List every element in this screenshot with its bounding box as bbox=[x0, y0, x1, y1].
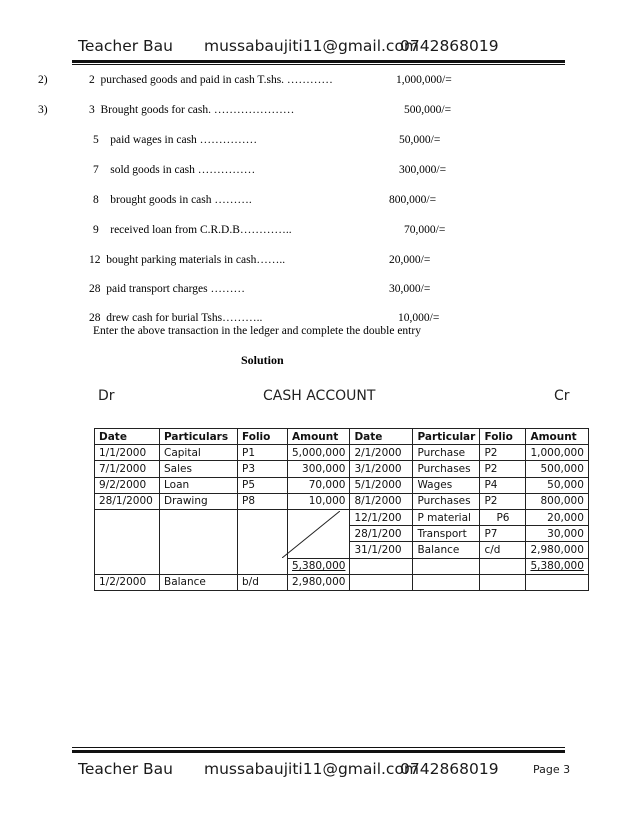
solution-heading: Solution bbox=[241, 353, 284, 367]
transaction-text: 8 brought goods in cash ………. bbox=[93, 194, 252, 206]
diagonal-line bbox=[282, 511, 340, 558]
transaction-amount: 500,000/= bbox=[404, 104, 452, 116]
column-header: Particular bbox=[413, 429, 480, 445]
cell: Sales bbox=[160, 461, 238, 477]
footer-email: mussabaujiti11@gmail.com bbox=[204, 760, 420, 778]
transaction-text: 12 bought parking materials in cash…….. bbox=[89, 254, 286, 266]
total-credit: 5,380,000 bbox=[526, 558, 588, 574]
transaction-text: 28 drew cash for burial Tshs……….. bbox=[89, 312, 263, 324]
transaction-text: 9 received loan from C.R.D.B………….. bbox=[93, 224, 292, 236]
cell: Transport bbox=[413, 526, 480, 542]
transaction-amount: 10,000/= bbox=[398, 312, 440, 324]
cell: 28/1/200 bbox=[350, 526, 413, 542]
cell: 28/1/2000 bbox=[95, 493, 160, 509]
cell: P6 bbox=[480, 509, 526, 525]
cell: P3 bbox=[238, 461, 288, 477]
cell: Purchases bbox=[413, 461, 480, 477]
account-title: CASH ACCOUNT bbox=[263, 388, 376, 404]
table-row bbox=[95, 509, 589, 525]
cell: 10,000 bbox=[288, 493, 350, 509]
cell: 2,980,000 bbox=[288, 574, 350, 590]
cell: Balance bbox=[160, 574, 238, 590]
cell: P7 bbox=[480, 526, 526, 542]
cell: 1/1/2000 bbox=[95, 445, 160, 461]
header-rule-thin bbox=[72, 64, 565, 65]
cell bbox=[350, 558, 413, 574]
cell: 70,000 bbox=[288, 477, 350, 493]
total-debit: 5,380,000 bbox=[288, 558, 350, 574]
cell: 5/1/2000 bbox=[350, 477, 413, 493]
cell: Capital bbox=[160, 445, 238, 461]
transaction-text: 2 purchased goods and paid in cash T.shs. ………… bbox=[89, 74, 333, 86]
cell: Drawing bbox=[160, 493, 238, 509]
transaction-text: 7 sold goods in cash …………… bbox=[93, 164, 256, 176]
cell: P4 bbox=[480, 477, 526, 493]
cell: Loan bbox=[160, 477, 238, 493]
cell bbox=[526, 574, 588, 590]
column-header: Particulars bbox=[160, 429, 238, 445]
cell: 31/1/200 bbox=[350, 542, 413, 558]
cell: Balance bbox=[413, 542, 480, 558]
item-number: 2) bbox=[38, 74, 48, 86]
cell: 500,000 bbox=[526, 461, 588, 477]
cell: 12/1/200 bbox=[350, 509, 413, 525]
page-header bbox=[78, 37, 499, 55]
transaction-amount: 70,000/= bbox=[404, 224, 446, 236]
cell: P8 bbox=[238, 493, 288, 509]
header-name: Teacher Bau bbox=[78, 37, 174, 55]
cell: P2 bbox=[480, 493, 526, 509]
cell bbox=[413, 558, 480, 574]
cell: P1 bbox=[238, 445, 288, 461]
cell: 2,980,000 bbox=[526, 542, 588, 558]
cell bbox=[480, 574, 526, 590]
cell: Wages bbox=[413, 477, 480, 493]
debit-label: Dr bbox=[98, 388, 115, 404]
cell: b/d bbox=[238, 574, 288, 590]
cell bbox=[480, 558, 526, 574]
credit-label: Cr bbox=[554, 388, 570, 404]
cell: 20,000 bbox=[526, 509, 588, 525]
cell: 30,000 bbox=[526, 526, 588, 542]
balance-row bbox=[95, 574, 589, 590]
column-header: Folio bbox=[238, 429, 288, 445]
footer-rule-thin bbox=[72, 747, 565, 748]
transaction-amount: 800,000/= bbox=[389, 194, 437, 206]
transaction-amount: 50,000/= bbox=[399, 134, 441, 146]
cell: 1,000,000 bbox=[526, 445, 588, 461]
cell: 5,000,000 bbox=[288, 445, 350, 461]
cell bbox=[413, 574, 480, 590]
instruction-text: Enter the above transaction in the ledger and complete the double entry bbox=[93, 325, 421, 337]
cell bbox=[350, 574, 413, 590]
table-row bbox=[95, 477, 589, 493]
cell: P5 bbox=[238, 477, 288, 493]
transaction-amount: 20,000/= bbox=[389, 254, 431, 266]
cell: Purchases bbox=[413, 493, 480, 509]
transaction-amount: 30,000/= bbox=[389, 283, 431, 295]
column-header: Date bbox=[95, 429, 160, 445]
cell: 2/1/2000 bbox=[350, 445, 413, 461]
cell: P2 bbox=[480, 461, 526, 477]
column-header: Date bbox=[350, 429, 413, 445]
table-row bbox=[95, 445, 589, 461]
cell: 50,000 bbox=[526, 477, 588, 493]
transaction-text: 28 paid transport charges ……… bbox=[89, 283, 245, 295]
page-number: Page 3 bbox=[533, 763, 571, 776]
cell: 7/1/2000 bbox=[95, 461, 160, 477]
transaction-amount: 1,000,000/= bbox=[396, 74, 452, 86]
footer-rule bbox=[72, 750, 565, 753]
transaction-text: 5 paid wages in cash …………… bbox=[93, 134, 258, 146]
cell: 9/2/2000 bbox=[95, 477, 160, 493]
transaction-amount: 300,000/= bbox=[399, 164, 447, 176]
cell: c/d bbox=[480, 542, 526, 558]
footer-name: Teacher Bau bbox=[78, 760, 174, 778]
table-row bbox=[95, 461, 589, 477]
cell: 8/1/2000 bbox=[350, 493, 413, 509]
column-header: Amount bbox=[288, 429, 350, 445]
column-header: Amount bbox=[526, 429, 588, 445]
header-phone: 0742868019 bbox=[400, 37, 499, 55]
cell bbox=[95, 509, 160, 574]
cell bbox=[238, 509, 288, 574]
column-header: Folio bbox=[480, 429, 526, 445]
cell: 300,000 bbox=[288, 461, 350, 477]
cell: P2 bbox=[480, 445, 526, 461]
cell bbox=[160, 509, 238, 574]
table-row bbox=[95, 493, 589, 509]
cell: 1/2/2000 bbox=[95, 574, 160, 590]
footer-phone: 0742868019 bbox=[400, 760, 499, 778]
item-number: 3) bbox=[38, 104, 48, 116]
page-footer bbox=[78, 760, 578, 778]
transaction-text: 3 Brought goods for cash. ………………… bbox=[89, 104, 295, 116]
table-header-row bbox=[95, 429, 589, 445]
cell: 800,000 bbox=[526, 493, 588, 509]
header-rule bbox=[72, 60, 565, 63]
cell: 3/1/2000 bbox=[350, 461, 413, 477]
cash-account-table bbox=[94, 428, 589, 591]
cell: Purchase bbox=[413, 445, 480, 461]
cell: P material bbox=[413, 509, 480, 525]
header-email: mussabaujiti11@gmail.com bbox=[204, 37, 420, 55]
